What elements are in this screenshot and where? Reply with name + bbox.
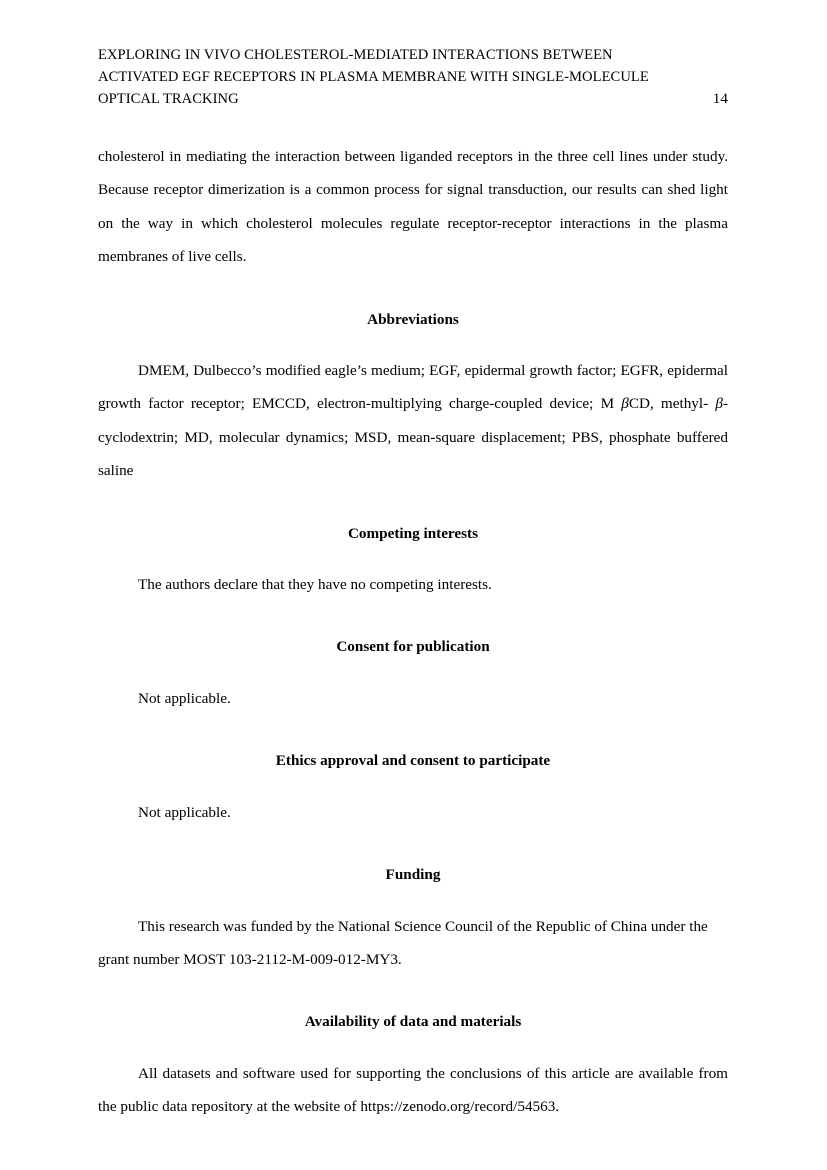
spacer [98, 664, 728, 682]
page-content [98, 44, 728, 1124]
running-header-line-2: ACTIVATED EGF RECEPTORS IN PLASMA MEMBRANE WITH SINGLE-MOLECULE [98, 69, 649, 85]
spacer [98, 892, 728, 910]
heading-abbreviations: Abbreviations [367, 310, 459, 328]
greek-beta-icon: β [715, 395, 723, 413]
spacer [98, 778, 728, 796]
paragraph-competing-interests: The authors declare that they have no competing interests. [138, 576, 492, 594]
greek-beta-icon: β [621, 395, 629, 413]
abbreviations-text-part-1: DMEM, Dulbecco’s modified eagle’s medium; EGF, epidermal growth factor; EGFR, epidermal growth factor receptor; EMCCD, electron-multiplying charge-coupled device; M [98, 362, 728, 413]
paragraph-availability-of-data: All datasets and software used for supporting the conclusions of this article are available from the public data repository at the website of https://zenodo.org/record/54563. [98, 1064, 728, 1116]
page-number: 14 [712, 90, 728, 107]
spacer [98, 550, 728, 568]
paragraph-ethics-approval: Not applicable. [138, 803, 231, 821]
heading-ethics-approval: Ethics approval and consent to participate [275, 752, 551, 770]
paragraph-consent-for-publication: Not applicable. [138, 689, 231, 707]
heading-funding: Funding [385, 866, 441, 884]
spacer [98, 715, 728, 744]
heading-availability-of-data: Availability of data and materials [304, 1013, 522, 1031]
spacer [98, 1039, 728, 1057]
spacer [98, 976, 728, 1005]
heading-competing-interests: Competing interests [347, 524, 479, 542]
running-header-line-1: EXPLORING IN VIVO CHOLESTEROL-MEDIATED INTERACTIONS BETWEEN [98, 47, 613, 63]
continued-paragraph-block [98, 140, 728, 274]
spacer [98, 336, 728, 354]
heading-consent-for-publication: Consent for publication [336, 638, 490, 656]
spacer [98, 274, 728, 303]
spacer [98, 829, 728, 858]
continued-paragraph: cholesterol in mediating the interaction between liganded receptors in the three cell lines under study. Because receptor dimerization is a common process for signal transduction, our results can shed light on the way in which cholesterol molecules regulate receptor-receptor interactions in the plasma membranes of live cells. [98, 148, 728, 266]
running-header-line-3: OPTICAL TRACKING [98, 91, 239, 107]
paragraph-abbreviations [98, 354, 728, 488]
abbreviations-text-part-2: CD, methyl- [628, 395, 716, 413]
paragraph-funding: This research was funded by the National Science Council of the Republic of China under the grant number MOST 103-2112-M-009-012-MY3. [98, 917, 708, 968]
running-header [98, 44, 728, 110]
running-header-line-3-row [98, 88, 728, 110]
spacer [98, 601, 728, 630]
abbreviations-text-part-3: -cyclodextrin; MD, molecular dynamics; MSD, mean-square displacement; PBS, phosphate buffered saline [98, 395, 728, 480]
spacer [98, 488, 728, 517]
